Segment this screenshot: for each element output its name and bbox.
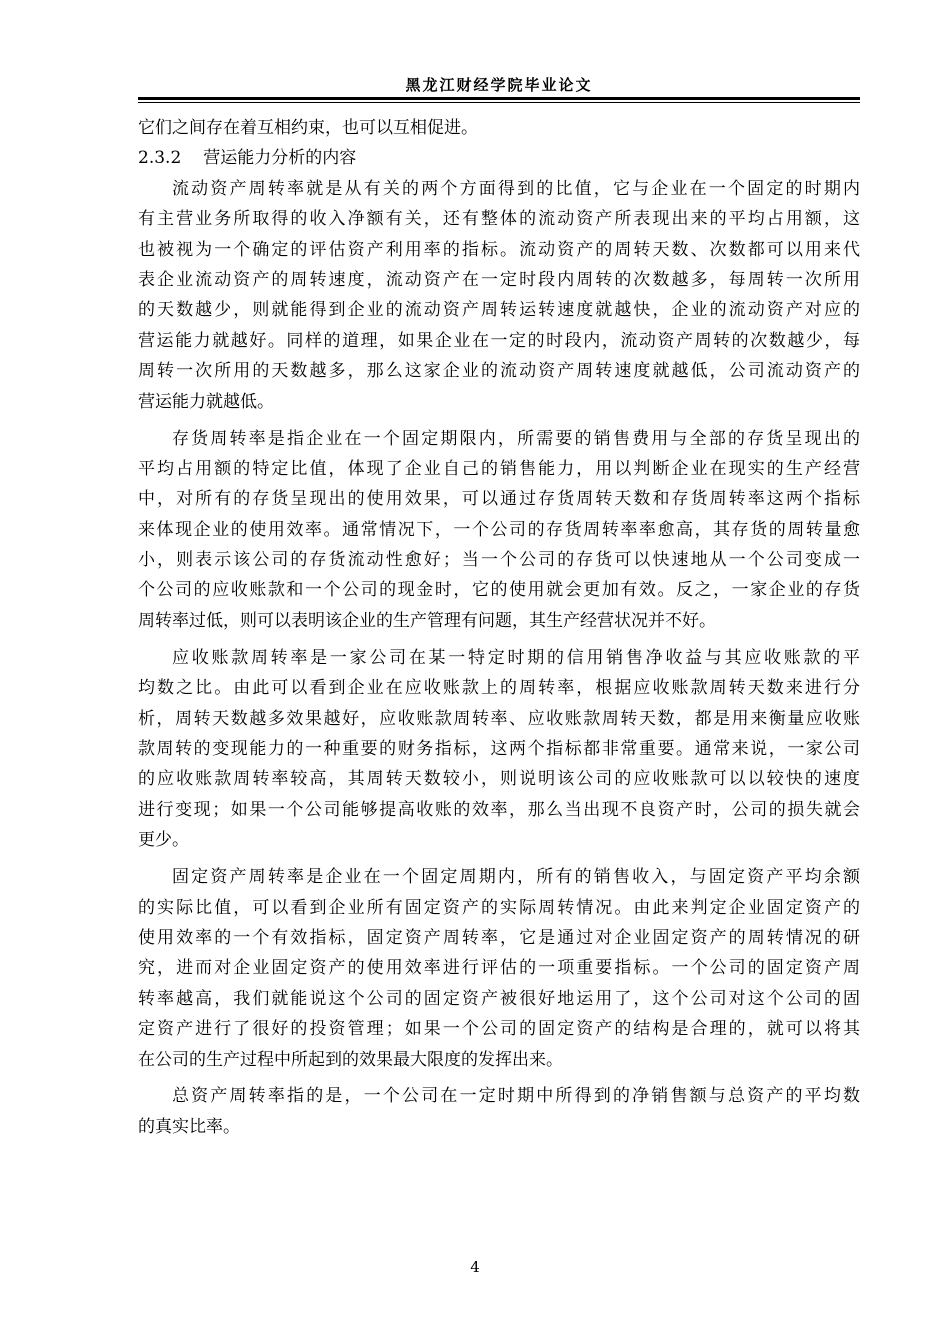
paragraph-line: 析，周转天数越多效果越好，应收账款周转率、应收账款周转天数，都是用来衡量应收账	[138, 708, 860, 729]
paragraph-line: 固定资产周转率是企业在一个固定周期内，所有的销售收入，与固定资产平均余额	[172, 867, 860, 888]
section-number: 2.3.2	[138, 148, 182, 169]
header-rule-thick	[138, 97, 860, 100]
paragraph	[138, 1081, 860, 1142]
paragraph-line: 存货周转率是指企业在一个固定期限内，所需要的销售费用与全部的存货呈现出的	[172, 428, 860, 449]
paragraph-line: 周转率过低，则可以表明该企业的生产管理有问题，其生产经营状况并不好。	[138, 610, 716, 631]
paragraph-line: 营运能力就越好。同样的道理，如果企业在一定的时段内，流动资产周转的次数越少，每	[138, 330, 860, 351]
paragraph-line: 款周转的变现能力的一种重要的财务指标，这两个指标都非常重要。通常来说，一家公司	[138, 739, 860, 759]
header-rule-thin	[138, 102, 860, 103]
paragraph-line: 定资产进行了很好的投资管理；如果一个公司的固定资产的结构是合理的，就可以将其	[138, 1019, 860, 1040]
paragraph-gap	[138, 1075, 860, 1082]
paragraph-gap	[138, 636, 860, 643]
page-number: 4	[470, 1258, 480, 1276]
paragraph-line: 个公司的应收账款和一个公司的现金时，它的使用就会更加有效。反之，一家企业的存货	[138, 580, 860, 601]
paragraph-gap	[138, 417, 860, 424]
paragraph-line: 小，则表示该公司的存货流动性愈好；当一个公司的存货可以快速地从一个公司变成一	[138, 550, 860, 571]
continuation-line: 它们之间存在着互相约束，也可以互相促进。	[138, 118, 478, 138]
paragraph-line: 在公司的生产过程中所起到的效果最大限度的发挥出来。	[138, 1049, 563, 1070]
paragraph	[138, 643, 860, 856]
paragraph-line: 中，对所有的存货呈现出的使用效果，可以通过存货周转天数和存货周转率这两个指标	[138, 489, 860, 510]
paragraph-line: 平均占用额的特定比值，体现了企业自己的销售能力，用以判断企业在现实的生产经营	[138, 458, 860, 479]
paragraph-line: 转率越高，我们就能说这个公司的固定资产被很好地运用了，这个公司对这个公司的固	[138, 988, 860, 1009]
paragraph-line: 有主营业务所取得的收入净额有关，还有整体的流动资产所表现出来的平均占用额，这	[138, 209, 860, 230]
paragraph-line: 周转一次所用的天数越多，那么这家企业的流动资产周转速度就越低，公司流动资产的	[138, 361, 860, 382]
paragraph-line: 总资产周转率指的是，一个公司在一定时期中所得到的净销售额与总资产的平均数	[172, 1086, 860, 1107]
paragraph-line: 究，进而对企业固定资产的使用效率进行评估的一项重要指标。一个公司的固定资产周	[138, 958, 860, 979]
paragraph-line: 更少。	[138, 830, 189, 851]
paragraph	[138, 862, 860, 1075]
paragraphs	[138, 174, 860, 1142]
paragraph-line: 的天数越少，则就能得到企业的流动资产周转运转速度就越快，企业的流动资产对应的	[138, 300, 860, 321]
paragraph-line: 流动资产周转率就是从有关的两个方面得到的比值，它与企业在一个固定的时期内	[172, 178, 860, 199]
paragraph-line: 营运能力就越低。	[138, 391, 274, 412]
paragraph-gap	[138, 856, 860, 863]
page-body	[138, 113, 860, 1142]
section-heading	[138, 143, 860, 173]
paragraph-line: 来体现企业的使用效率。通常情况下，一个公司的存货周转率率愈高，其存货的周转量愈	[138, 519, 860, 540]
paragraph-line: 应收账款周转率是一家公司在某一特定时期的信用销售净收益与其应收账款的平	[172, 647, 860, 668]
paragraph	[138, 424, 860, 637]
paragraph-line: 使用效率的一个有效指标，固定资产周转率，它是通过对企业固定资产的周转情况的研	[138, 927, 860, 948]
paragraph-line: 也被视为一个确定的评估资产利用率的指标。流动资产的周转天数、次数都可以用来代	[138, 239, 860, 260]
paragraph-line: 进行变现；如果一个公司能够提高收账的效率，那么当出现不良资产时，公司的损失就会	[138, 799, 860, 820]
paragraph-line: 均数之比。由此可以看到企业在应收账款上的周转率，根据应收账款周转天数来进行分	[138, 678, 860, 699]
paragraph-line: 的实际比值，可以看到企业所有固定资产的实际周转情况。由此来判定企业固定资产的	[138, 897, 860, 918]
paragraph-line: 的应收账款周转率较高，其周转天数较小，则说明该公司的应收账款可以以较快的速度	[138, 769, 860, 790]
page-header-title: 黑龙江财经学院毕业论文	[405, 76, 593, 94]
paragraph	[138, 174, 860, 417]
section-title: 营运能力分析的内容	[203, 148, 357, 169]
paragraph-line: 表企业流动资产的周转速度，流动资产在一定时段内周转的次数越多，每周转一次所用	[138, 269, 860, 290]
paragraph-line: 的真实比率。	[138, 1116, 240, 1137]
